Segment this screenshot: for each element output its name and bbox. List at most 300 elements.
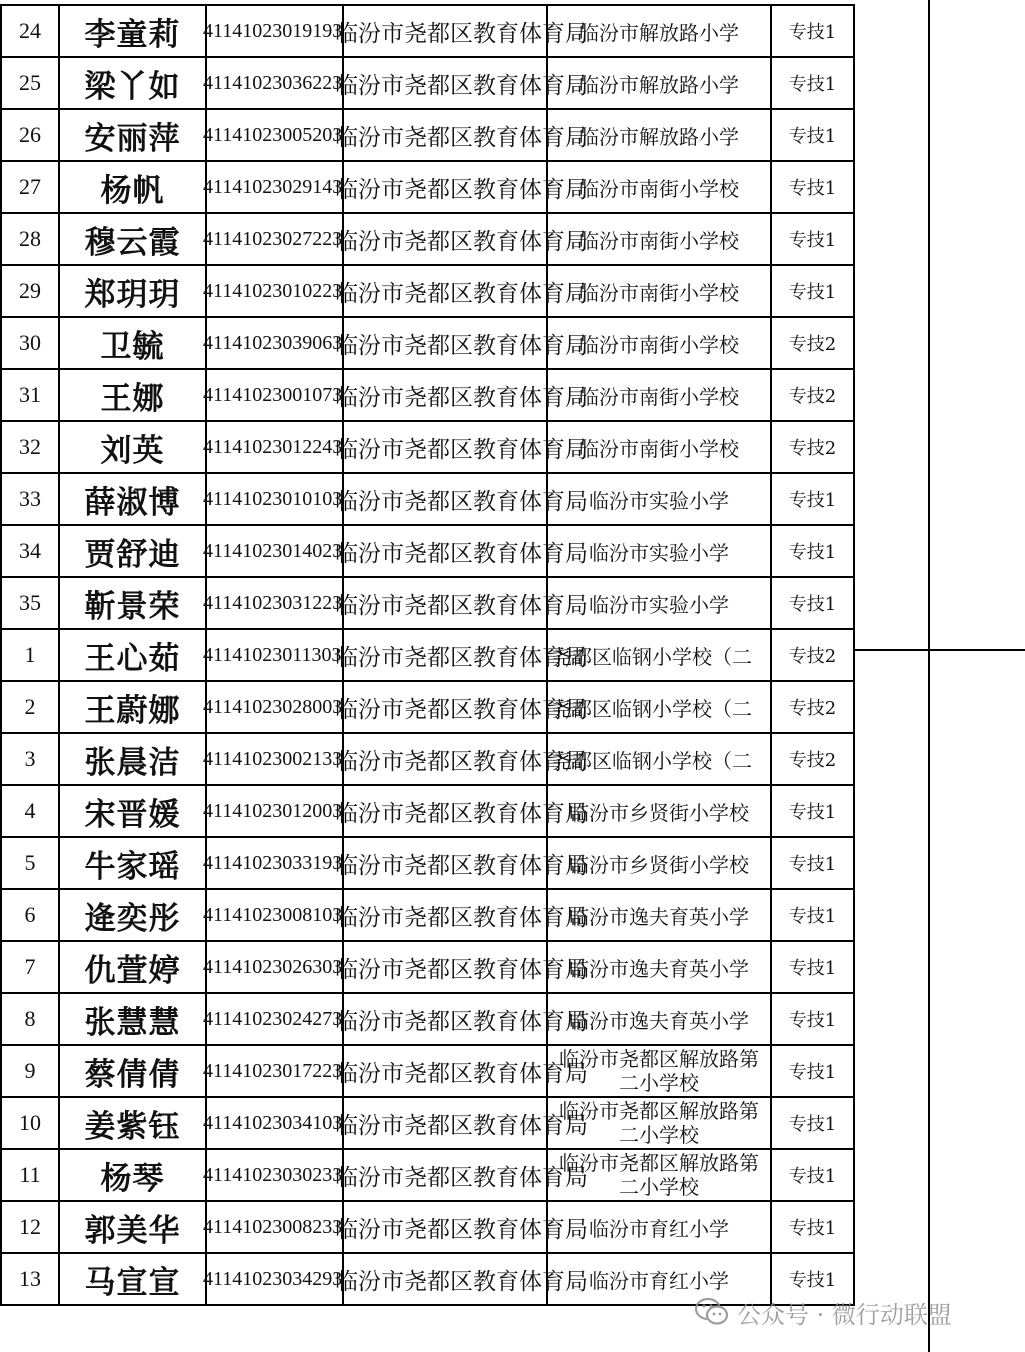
row-post-cell — [771, 889, 854, 941]
row-post-cell — [771, 525, 854, 577]
row-id-text: 41141023001073 — [203, 383, 343, 406]
row-post-cell — [771, 733, 854, 785]
row-post-text: 专技2 — [788, 646, 837, 667]
row-post-text: 专技1 — [788, 282, 837, 303]
row-dept-text: 临汾市尧都区教育体育局 — [335, 644, 588, 671]
row-id-text: 41141023031223 — [203, 591, 343, 614]
row-name-cell — [59, 1045, 206, 1097]
row-id-text: 41141023010223 — [203, 279, 343, 302]
row-id-cell — [203, 941, 343, 993]
row-id-text: 41141023008103 — [203, 903, 343, 926]
row-post-cell — [771, 993, 854, 1045]
row-seq-cell — [1, 5, 59, 57]
row-seq-cell — [1, 213, 59, 265]
row-name-text: 李童莉 — [84, 16, 181, 53]
row-school-text: 临汾市实验小学 — [589, 540, 729, 565]
row-name-cell — [59, 369, 206, 421]
row-dept-cell — [335, 525, 588, 577]
table-row — [1, 889, 854, 941]
row-id-cell — [203, 161, 343, 213]
row-seq-text: 28 — [19, 226, 41, 251]
row-name-text: 宋晋媛 — [84, 796, 181, 833]
row-dept-text: 临汾市尧都区教育体育局 — [335, 1164, 588, 1191]
row-school-cell — [547, 733, 771, 785]
row-name-cell — [59, 525, 206, 577]
row-seq-text: 27 — [19, 174, 41, 199]
row-seq-cell — [1, 109, 59, 161]
row-id-cell — [203, 421, 343, 473]
row-dept-text: 临汾市尧都区教育体育局 — [335, 696, 588, 723]
row-school-cell — [547, 785, 771, 837]
row-seq-cell — [1, 785, 59, 837]
row-school-text: 尧都区临钢小学校（二 — [552, 644, 752, 669]
table-row — [1, 369, 854, 421]
row-name-text: 郑玥玥 — [84, 276, 181, 313]
row-post-cell — [771, 369, 854, 421]
row-seq-cell — [1, 1253, 59, 1305]
row-post-text: 专技1 — [788, 1218, 837, 1239]
row-dept-cell — [335, 421, 588, 473]
row-id-text: 41141023036223 — [203, 71, 343, 94]
row-school-text: 临汾市南街小学校 — [579, 176, 739, 201]
row-post-text: 专技1 — [788, 594, 837, 615]
row-post-text: 专技1 — [788, 74, 837, 95]
row-post-cell — [771, 577, 854, 629]
row-dept-cell — [335, 681, 588, 733]
row-seq-cell — [1, 1045, 59, 1097]
row-dept-cell — [335, 837, 588, 889]
row-dept-text: 临汾市尧都区教育体育局 — [335, 1268, 588, 1295]
row-dept-cell — [335, 1201, 588, 1253]
row-school-text: 临汾市实验小学 — [589, 592, 729, 617]
row-post-text: 专技1 — [788, 802, 837, 823]
row-name-text: 刘英 — [100, 432, 165, 469]
row-id-text: 41141023008233 — [203, 1215, 343, 1238]
row-post-text: 专技1 — [788, 22, 837, 43]
row-id-text: 41141023012003 — [203, 799, 343, 822]
row-seq-cell — [1, 317, 59, 369]
row-dept-text: 临汾市尧都区教育体育局 — [335, 488, 588, 515]
row-dept-cell — [335, 1097, 588, 1149]
row-post-cell — [771, 213, 854, 265]
row-id-text: 41141023024273 — [203, 1007, 343, 1030]
row-id-text: 41141023034293 — [203, 1267, 343, 1290]
row-dept-cell — [335, 5, 588, 57]
row-dept-text: 临汾市尧都区教育体育局 — [335, 228, 588, 255]
row-name-cell — [59, 733, 206, 785]
row-dept-text: 临汾市尧都区教育体育局 — [335, 20, 588, 47]
row-post-text: 专技1 — [788, 1010, 837, 1031]
row-id-cell — [203, 1149, 343, 1201]
table-row — [1, 993, 854, 1045]
row-dept-cell — [335, 785, 588, 837]
row-seq-text: 5 — [24, 850, 36, 875]
row-post-cell — [771, 57, 854, 109]
row-seq-cell — [1, 421, 59, 473]
row-school-cell — [547, 837, 771, 889]
row-name-cell — [59, 161, 206, 213]
row-seq-text: 25 — [19, 70, 41, 95]
row-dept-cell — [335, 1253, 588, 1305]
row-name-cell — [59, 5, 206, 57]
table-row — [1, 265, 854, 317]
row-school-text: 临汾市解放路小学 — [579, 20, 739, 45]
row-name-text: 仇萱婷 — [84, 952, 181, 989]
row-school-cell — [547, 317, 771, 369]
row-seq-text: 12 — [19, 1214, 41, 1239]
row-school-text: 临汾市南街小学校 — [579, 228, 739, 253]
row-post-cell — [771, 681, 854, 733]
row-name-text: 王娜 — [100, 380, 165, 417]
row-id-text: 41141023028003 — [203, 695, 343, 718]
row-school-cell — [547, 109, 771, 161]
row-post-text: 专技1 — [788, 490, 837, 511]
row-dept-text: 临汾市尧都区教育体育局 — [335, 72, 588, 99]
row-id-cell — [203, 525, 343, 577]
row-seq-text: 4 — [24, 798, 36, 823]
row-id-text: 41141023026303 — [203, 955, 343, 978]
row-seq-cell — [1, 993, 59, 1045]
watermark — [695, 1292, 952, 1332]
row-seq-text: 2 — [24, 694, 36, 719]
row-seq-text: 34 — [19, 538, 41, 563]
row-dept-text: 临汾市尧都区教育体育局 — [335, 748, 588, 775]
row-dept-cell — [335, 993, 588, 1045]
row-school-text: 临汾市南街小学校 — [579, 332, 739, 357]
row-post-text: 专技1 — [788, 1062, 837, 1083]
table-row — [1, 213, 854, 265]
row-post-text: 专技1 — [788, 906, 837, 927]
row-school-cell — [547, 369, 771, 421]
table-row — [1, 5, 854, 57]
row-post-cell — [771, 1097, 854, 1149]
row-name-text: 安丽萍 — [84, 120, 181, 157]
row-dept-cell — [335, 1149, 588, 1201]
row-id-text: 41141023029143 — [203, 175, 343, 198]
watermark-text: 公众号 · 微行动联盟 — [737, 1300, 952, 1329]
row-school-text: 临汾市育红小学 — [589, 1268, 729, 1293]
row-dept-cell — [335, 889, 588, 941]
row-school-cell — [547, 1097, 771, 1149]
row-post-cell — [771, 421, 854, 473]
row-post-text: 专技1 — [788, 854, 837, 875]
row-name-cell — [59, 1201, 206, 1253]
row-seq-text: 13 — [19, 1266, 41, 1291]
row-post-cell — [771, 109, 854, 161]
row-post-text: 专技1 — [788, 1114, 837, 1135]
row-seq-text: 30 — [19, 330, 41, 355]
row-post-text: 专技1 — [788, 1166, 837, 1187]
row-seq-text: 6 — [24, 902, 36, 927]
row-name-cell — [59, 629, 206, 681]
row-id-cell — [203, 109, 343, 161]
row-name-cell — [59, 265, 206, 317]
row-seq-text: 10 — [19, 1110, 41, 1135]
row-post-cell — [771, 1045, 854, 1097]
row-name-cell — [59, 1097, 206, 1149]
row-dept-text: 临汾市尧都区教育体育局 — [335, 1060, 588, 1087]
wechat-icon — [695, 1297, 729, 1327]
row-dept-text: 临汾市尧都区教育体育局 — [335, 1216, 588, 1243]
row-dept-cell — [335, 577, 588, 629]
row-post-text: 专技2 — [788, 334, 837, 355]
row-seq-cell — [1, 577, 59, 629]
table-row — [1, 837, 854, 889]
row-name-text: 蔡倩倩 — [84, 1056, 181, 1093]
table-row — [1, 161, 854, 213]
row-name-cell — [59, 109, 206, 161]
row-post-text: 专技1 — [788, 958, 837, 979]
row-name-cell — [59, 1253, 206, 1305]
row-post-text: 专技1 — [788, 126, 837, 147]
row-seq-cell — [1, 473, 59, 525]
row-name-text: 张晨洁 — [84, 744, 181, 781]
row-seq-cell — [1, 161, 59, 213]
row-id-text: 41141023030233 — [203, 1163, 343, 1186]
row-dept-text: 临汾市尧都区教育体育局 — [335, 1008, 588, 1035]
row-post-cell — [771, 1149, 854, 1201]
row-id-text: 41141023033193 — [203, 851, 343, 874]
row-name-cell — [59, 681, 206, 733]
row-dept-text: 临汾市尧都区教育体育局 — [335, 904, 588, 931]
row-school-cell — [547, 993, 771, 1045]
row-post-text: 专技1 — [788, 230, 837, 251]
row-school-cell — [547, 213, 771, 265]
table-row — [1, 629, 854, 681]
row-post-cell — [771, 317, 854, 369]
row-dept-text: 临汾市尧都区教育体育局 — [335, 592, 588, 619]
row-seq-text: 33 — [19, 486, 41, 511]
row-id-cell — [203, 57, 343, 109]
row-id-cell — [203, 577, 343, 629]
row-id-text: 41141023005203 — [203, 123, 343, 146]
row-seq-text: 11 — [19, 1162, 41, 1187]
row-seq-cell — [1, 733, 59, 785]
row-name-cell — [59, 317, 206, 369]
row-dept-cell — [335, 265, 588, 317]
row-id-cell — [203, 5, 343, 57]
row-seq-text: 1 — [24, 642, 36, 667]
table-row — [1, 473, 854, 525]
row-id-cell — [203, 317, 343, 369]
row-name-text: 梁丫如 — [84, 68, 181, 105]
row-seq-cell — [1, 1097, 59, 1149]
row-name-text: 卫毓 — [100, 328, 165, 365]
row-dept-text: 临汾市尧都区教育体育局 — [335, 540, 588, 567]
table-row — [1, 785, 854, 837]
row-seq-cell — [1, 57, 59, 109]
row-name-text: 张慧慧 — [84, 1004, 181, 1041]
row-post-text: 专技1 — [788, 542, 837, 563]
row-seq-text: 3 — [24, 746, 36, 771]
row-dept-cell — [335, 109, 588, 161]
row-id-text: 41141023039063 — [203, 331, 343, 354]
row-id-cell — [203, 369, 343, 421]
row-id-cell — [203, 213, 343, 265]
row-seq-cell — [1, 1149, 59, 1201]
row-school-text: 临汾市南街小学校 — [579, 436, 739, 461]
right-column-rule — [928, 0, 930, 650]
row-dept-text: 临汾市尧都区教育体育局 — [335, 280, 588, 307]
row-dept-cell — [335, 161, 588, 213]
row-seq-text: 26 — [19, 122, 41, 147]
row-dept-text: 临汾市尧都区教育体育局 — [335, 800, 588, 827]
row-dept-text: 临汾市尧都区教育体育局 — [335, 852, 588, 879]
row-school-text: 临汾市乡贤街小学校 — [569, 852, 749, 877]
row-name-cell — [59, 57, 206, 109]
group-divider-rule — [853, 649, 1025, 651]
row-name-text: 王心茹 — [84, 640, 181, 677]
row-id-cell — [203, 1097, 343, 1149]
row-id-cell — [203, 629, 343, 681]
row-id-cell — [203, 837, 343, 889]
row-name-text: 姜紫钰 — [84, 1108, 181, 1145]
row-school-text: 临汾市逸夫育英小学 — [569, 904, 749, 929]
row-post-cell — [771, 5, 854, 57]
row-school-cell — [547, 941, 771, 993]
row-name-text: 郭美华 — [84, 1212, 181, 1249]
row-dept-text: 临汾市尧都区教育体育局 — [335, 436, 588, 463]
row-school-text: 临汾市尧都区解放路第二小学校 — [559, 1047, 759, 1095]
row-id-text: 41141023010103 — [203, 487, 343, 510]
row-id-cell — [203, 1201, 343, 1253]
row-seq-cell — [1, 525, 59, 577]
row-school-text: 临汾市逸夫育英小学 — [569, 956, 749, 981]
row-id-cell — [203, 1045, 343, 1097]
table-row — [1, 1149, 854, 1201]
table-row — [1, 733, 854, 785]
row-name-cell — [59, 213, 206, 265]
row-id-cell — [203, 785, 343, 837]
table-row — [1, 1045, 854, 1097]
table-row — [1, 941, 854, 993]
row-name-text: 逄奕彤 — [84, 900, 181, 937]
row-post-text: 专技2 — [788, 438, 837, 459]
row-dept-cell — [335, 213, 588, 265]
row-name-text: 王蔚娜 — [84, 692, 181, 729]
roster-table — [0, 4, 855, 1306]
row-seq-cell — [1, 889, 59, 941]
row-id-text: 41141023027223 — [203, 227, 343, 250]
row-name-cell — [59, 1149, 206, 1201]
row-seq-text: 31 — [19, 382, 41, 407]
row-school-text: 临汾市南街小学校 — [579, 280, 739, 305]
row-id-text: 41141023011303 — [203, 643, 342, 666]
row-seq-text: 7 — [24, 954, 36, 979]
row-dept-text: 临汾市尧都区教育体育局 — [335, 176, 588, 203]
row-school-cell — [547, 889, 771, 941]
row-seq-text: 24 — [19, 18, 41, 43]
row-dept-text: 临汾市尧都区教育体育局 — [335, 124, 588, 151]
table-row — [1, 57, 854, 109]
row-seq-text: 9 — [24, 1058, 36, 1083]
row-name-text: 牛家瑶 — [84, 848, 181, 885]
row-name-cell — [59, 785, 206, 837]
row-school-cell — [547, 629, 771, 681]
row-name-text: 杨帆 — [100, 172, 165, 209]
row-id-cell — [203, 473, 343, 525]
row-name-cell — [59, 421, 206, 473]
right-column-rule-lower — [928, 650, 930, 1352]
row-name-cell — [59, 941, 206, 993]
row-seq-cell — [1, 681, 59, 733]
row-name-cell — [59, 837, 206, 889]
row-id-cell — [203, 889, 343, 941]
row-school-text: 临汾市南街小学校 — [579, 384, 739, 409]
row-id-text: 41141023017223 — [203, 1059, 343, 1082]
row-name-text: 靳景荣 — [84, 588, 181, 625]
row-school-text: 尧都区临钢小学校（二 — [552, 748, 752, 773]
table-row — [1, 1201, 854, 1253]
row-id-cell — [203, 993, 343, 1045]
row-dept-cell — [335, 57, 588, 109]
row-id-text: 41141023034103 — [203, 1111, 343, 1134]
row-school-text: 尧都区临钢小学校（二 — [552, 696, 752, 721]
row-dept-text: 临汾市尧都区教育体育局 — [335, 384, 588, 411]
row-seq-cell — [1, 369, 59, 421]
row-dept-cell — [335, 473, 588, 525]
table-row — [1, 681, 854, 733]
row-school-cell — [547, 1045, 771, 1097]
row-dept-text: 临汾市尧都区教育体育局 — [335, 332, 588, 359]
row-post-cell — [771, 265, 854, 317]
row-school-cell — [547, 5, 771, 57]
row-school-text: 临汾市实验小学 — [589, 488, 729, 513]
row-school-cell — [547, 265, 771, 317]
row-id-text: 41141023012243 — [203, 435, 343, 458]
row-id-text: 41141023002133 — [203, 747, 343, 770]
row-dept-text: 临汾市尧都区教育体育局 — [335, 956, 588, 983]
row-id-text: 41141023019193 — [203, 19, 343, 42]
table-row — [1, 109, 854, 161]
row-id-cell — [203, 681, 343, 733]
row-post-cell — [771, 473, 854, 525]
row-id-text: 41141023014023 — [203, 539, 343, 562]
row-name-text: 杨琴 — [100, 1160, 165, 1197]
row-seq-cell — [1, 941, 59, 993]
row-school-text: 临汾市尧都区解放路第二小学校 — [559, 1099, 759, 1147]
row-post-cell — [771, 837, 854, 889]
row-post-cell — [771, 1201, 854, 1253]
row-post-cell — [771, 785, 854, 837]
row-name-text: 马宣宣 — [84, 1264, 181, 1301]
row-dept-cell — [335, 733, 588, 785]
row-id-cell — [203, 1253, 343, 1305]
row-seq-text: 8 — [24, 1006, 36, 1031]
row-post-cell — [771, 941, 854, 993]
row-name-text: 贾舒迪 — [84, 536, 181, 573]
row-school-cell — [547, 1149, 771, 1201]
row-seq-cell — [1, 837, 59, 889]
row-post-cell — [771, 161, 854, 213]
table-row — [1, 577, 854, 629]
row-name-cell — [59, 993, 206, 1045]
row-school-cell — [547, 57, 771, 109]
row-school-cell — [547, 681, 771, 733]
row-post-text: 专技1 — [788, 178, 837, 199]
row-post-text: 专技2 — [788, 750, 837, 771]
row-dept-cell — [335, 1045, 588, 1097]
row-name-cell — [59, 889, 206, 941]
row-school-cell — [547, 421, 771, 473]
row-seq-text: 32 — [19, 434, 41, 459]
table-row — [1, 421, 854, 473]
row-post-text: 专技2 — [788, 698, 837, 719]
row-name-cell — [59, 473, 206, 525]
row-post-cell — [771, 629, 854, 681]
table-row — [1, 525, 854, 577]
row-post-text: 专技2 — [788, 386, 837, 407]
